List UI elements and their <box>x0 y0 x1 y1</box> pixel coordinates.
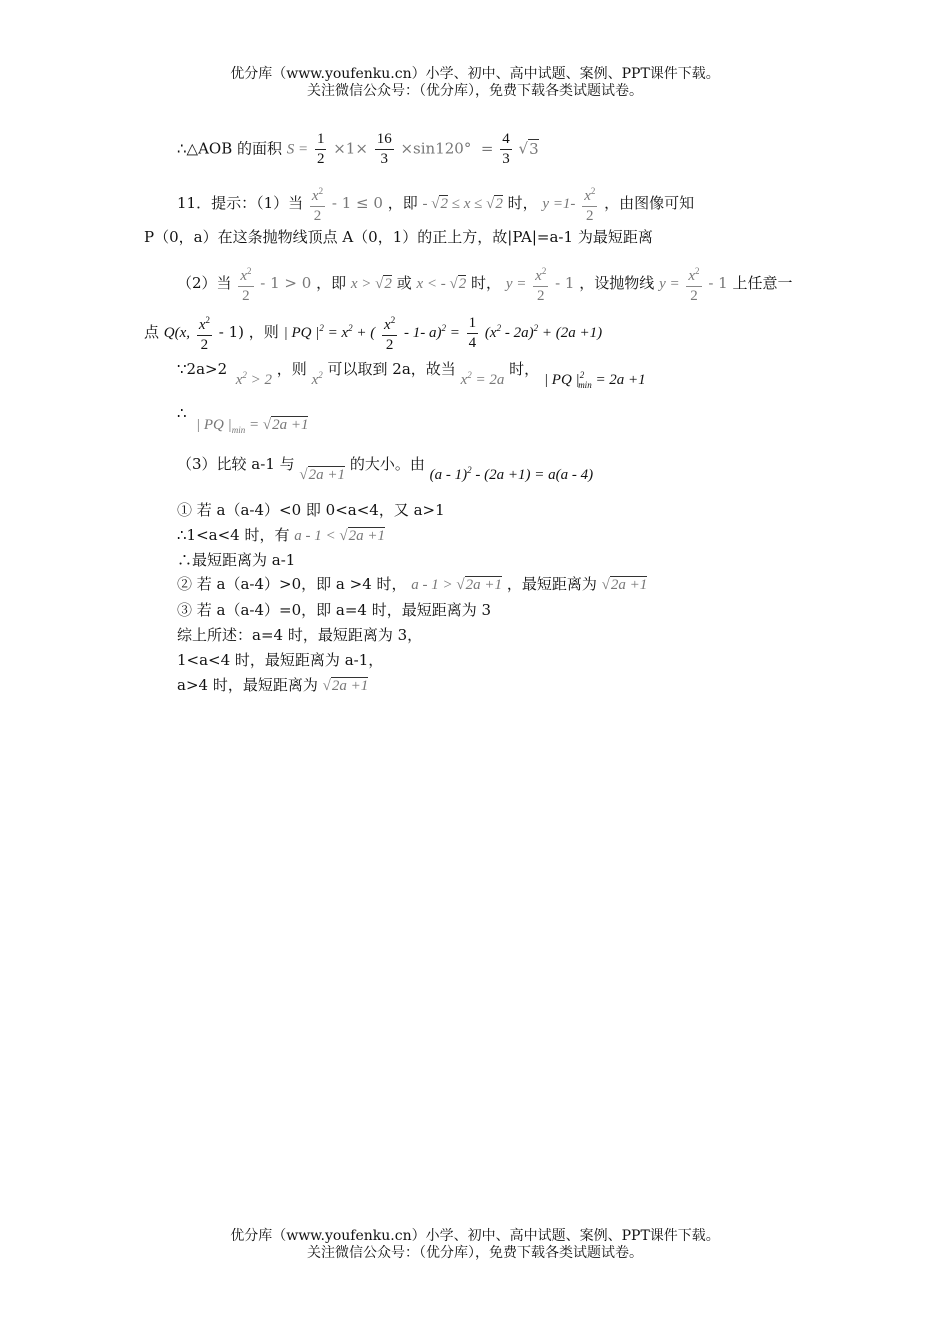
hint-11-c: 时， <box>507 194 538 212</box>
condition-1-a: ∴1<a<4 时，有 <box>177 526 290 544</box>
fraction-four-thirds: $\frac{4}{3}$ <box>502 131 510 167</box>
summary-1: 综上所述：a=4 时，最短距离为 3， <box>177 626 423 644</box>
case-3-a: （3）比较 a-1 与 <box>177 455 295 473</box>
area-s: S = <box>286 141 309 158</box>
compare-expr: (a - 1)$^2$ - (2a +1) = a(a - 4) <box>429 465 594 483</box>
case-2-f: 上任意一 <box>732 274 793 292</box>
fraction-sixteen-thirds: $\frac{16}{3}$ <box>376 131 392 167</box>
pq-min-2: | PQ $|_{min} = √2a +1$ <box>196 417 309 435</box>
case-2-c: 或 <box>396 274 412 292</box>
case-2-d: 时， <box>471 274 502 292</box>
ineq-gt-sqrt: a - 1 > √2a +1 <box>411 577 503 593</box>
fraction-x2-over-2f: $\frac{x^2}{2}$ <box>197 311 212 355</box>
case-3-b: 的大小。由 <box>349 455 425 473</box>
area-prefix: ∴△AOB 的面积 <box>177 139 283 158</box>
hint-11-line-2: P（0，a）在这条抛物线顶点 A（0，1）的正上方，故|PA|=a-1 为最短距离 <box>144 228 653 246</box>
func-y-3: y = <box>659 276 680 292</box>
fraction-one-half: $\frac{1}{2}$ <box>316 131 325 167</box>
pq-expr-b: $(x^2 - 2a)^2 + (2a +1)$ <box>484 323 603 341</box>
ineq-gt-zero: - 1 > 0 <box>260 274 312 292</box>
case-2-e: ，设抛物线 <box>579 274 655 292</box>
minus-one-b: - 1 <box>708 274 728 292</box>
func-y: y =1- <box>542 196 576 212</box>
because-d: 时， <box>509 360 540 378</box>
case-3-line <box>177 450 594 483</box>
fraction-x2-over-2: $\frac{x^2}{2}$ <box>310 182 325 226</box>
conclusion-1: ∴最短距离为 a-1 <box>177 551 296 569</box>
condition-2 <box>177 574 647 595</box>
therefore-symbol: ∴ <box>177 404 187 422</box>
fraction-one-quarter: $\frac{1}{4}$ <box>468 314 477 351</box>
condition-1-result <box>177 525 385 546</box>
ineq-x-gt-sqrt2: x > √2 <box>350 276 392 292</box>
func-y-2: y = <box>505 276 527 292</box>
area-sqrt3: √3 <box>518 139 539 158</box>
pq-squared: | PQ $|^2 = x^2$ + ( <box>283 323 376 341</box>
fraction-x2-over-2e: $\frac{x^2}{2}$ <box>686 262 701 306</box>
condition-1: ① 若 a（a-4）<0 即 0<a<4，又 a>1 <box>177 501 445 519</box>
hint-11-a: 11．提示：（1）当 <box>177 194 304 212</box>
point-q: Q(x, <box>163 325 191 341</box>
condition-2-b: ，最短距离为 <box>506 575 597 593</box>
fraction-x2-over-2d: $\frac{x^2}{2}$ <box>533 262 548 306</box>
because-line <box>177 355 646 390</box>
header-line-1: 优分库（www.youfenku.cn）小学、初中、高中试题、案例、PPT课件下载。 <box>230 66 720 82</box>
because-b: ，则 <box>276 360 307 378</box>
pq-min-1: | PQ $|^2_{min} = 2a +1$ <box>543 370 646 390</box>
ineq-le-zero: - 1 ≤ 0 <box>331 194 383 212</box>
case-2-point: 点 <box>144 323 160 341</box>
minus-one: - 1 <box>555 274 575 292</box>
page-footer <box>0 1228 950 1262</box>
footer-line-1: 优分库（www.youfenku.cn）小学、初中、高中试题、案例、PPT课件下载。 <box>230 1228 720 1244</box>
x2-term: $x^2$ <box>311 370 323 388</box>
hint-11-d: ，由图像可知 <box>604 194 695 212</box>
ineq-x-lt-neg-sqrt2: x < - √2 <box>416 276 467 292</box>
because-c: 可以取到 2a，故当 <box>327 360 456 378</box>
sqrt-2a1: √2a +1 <box>299 467 346 483</box>
condition-3: ③ 若 a（a-4）=0，即 a=4 时，最短距离为 3 <box>177 601 492 619</box>
footer-line-2: 关注微信公众号：（优分库），免费下载各类试题试卷。 <box>307 1245 643 1261</box>
summary-3-a: a>4 时，最短距离为 <box>177 676 318 694</box>
case-2-then: ，则 <box>248 323 279 341</box>
page-header <box>0 66 950 100</box>
case-2-line-1 <box>177 262 793 306</box>
area-line <box>177 130 539 169</box>
case-2-a: （2）当 <box>177 274 232 292</box>
condition-2-a: ② 若 a（a-4）>0，即 a >4 时， <box>177 575 407 593</box>
case-2-b: ，即 <box>316 274 347 292</box>
x2-eq-2a: $x^2 = 2a$ <box>460 370 505 388</box>
area-sin: ×sin120° = <box>400 139 494 158</box>
pq-expr-a: - 1- a)$^2$ = <box>403 323 460 341</box>
summary-3 <box>177 675 368 696</box>
point-q-close: - 1) <box>218 323 245 341</box>
because-a: ∵2a>2 <box>177 360 228 378</box>
header-line-2: 关注微信公众号：（优分库），免费下载各类试题试卷。 <box>307 83 643 99</box>
hint-11-b: ，即 <box>387 194 418 212</box>
fraction-x2-over-2g: $\frac{x^2}{2}$ <box>382 311 397 355</box>
case-2-line-2 <box>144 311 602 355</box>
hint-11-line-1 <box>177 182 694 226</box>
fraction-x2-over-2c: $\frac{x^2}{2}$ <box>238 262 253 306</box>
sqrt-2a1-b: √2a +1 <box>601 577 648 593</box>
summary-2: 1<a<4 时，最短距离为 a-1， <box>177 651 384 669</box>
fraction-x2-over-2b: $\frac{x^2}{2}$ <box>582 182 597 226</box>
ineq-lt-sqrt: a - 1 < √2a +1 <box>294 528 385 544</box>
ineq-range: - √2 ≤ x ≤ √2 <box>422 196 503 212</box>
area-times-one: ×1× <box>333 139 368 158</box>
sqrt-2a1-c: √2a +1 <box>322 678 369 694</box>
x2-gt-2: $x^2 > 2$ <box>231 370 272 388</box>
